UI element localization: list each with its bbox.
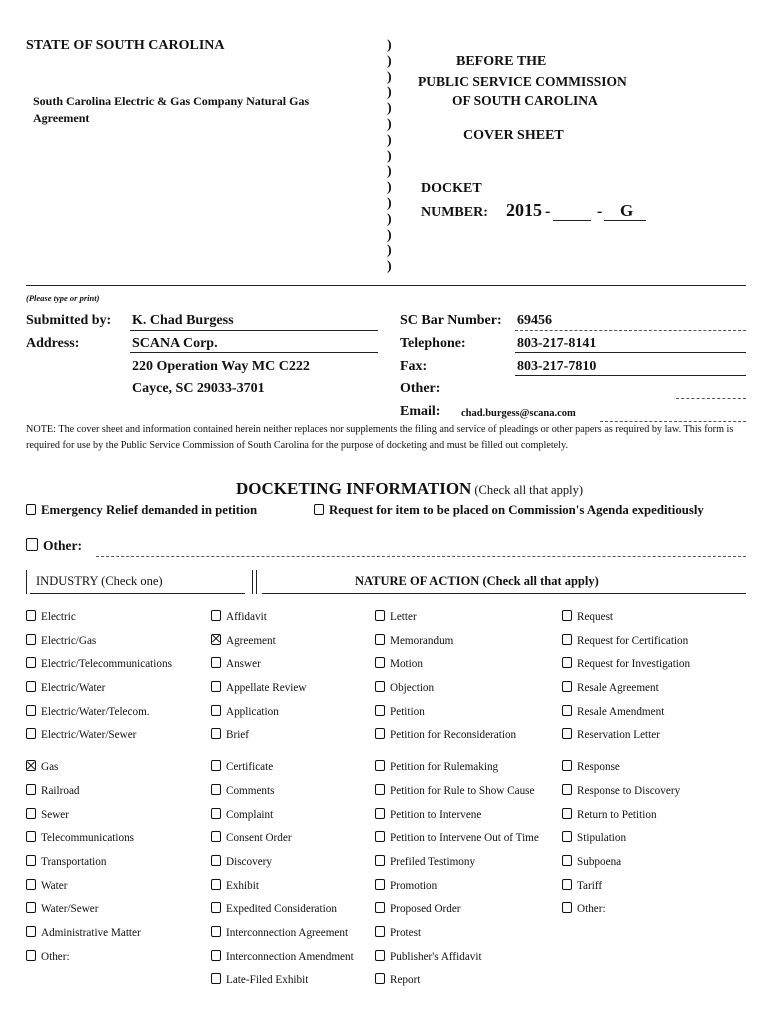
nature-petition-for-rule-to-show-cause-checkbox[interactable] — [375, 784, 385, 795]
nature-subpoena-checkbox[interactable] — [562, 855, 572, 866]
nature-application[interactable] — [211, 705, 354, 729]
header-divider — [26, 285, 746, 286]
nature-affidavit-checkbox[interactable] — [211, 610, 221, 621]
nature-petition-checkbox[interactable] — [375, 705, 385, 716]
nature-memorandum-label: Memorandum — [390, 634, 454, 647]
nature-response-to-discovery[interactable] — [562, 784, 690, 808]
nature-prefiled-testimony[interactable] — [375, 855, 539, 879]
docketing-other-line — [96, 556, 746, 557]
nature-tariff-checkbox[interactable] — [562, 879, 572, 890]
nature-appellate-review-checkbox[interactable] — [211, 681, 221, 692]
nature-request-for-certification-checkbox[interactable] — [562, 634, 572, 645]
nature-motion-label: Motion — [390, 658, 423, 671]
industry-telecommunications[interactable] — [26, 831, 172, 855]
nature-request-checkbox[interactable] — [562, 610, 572, 621]
industry-electric-water-checkbox[interactable] — [26, 681, 36, 692]
nature-tariff[interactable] — [562, 879, 690, 903]
before-the: BEFORE THE — [456, 54, 547, 69]
nature-consent-order-label: Consent Order — [226, 832, 292, 845]
nature-objection-label: Objection — [390, 682, 435, 695]
nature-petition-for-reconsideration-checkbox[interactable] — [375, 728, 385, 739]
industry-railroad[interactable] — [26, 784, 172, 808]
nature-certificate-label: Certificate — [226, 761, 274, 774]
nature-protest[interactable] — [375, 926, 539, 950]
nature-request-for-investigation-label: Request for Investigation — [577, 658, 691, 671]
nature-letter[interactable] — [375, 610, 539, 634]
nature-request-label: Request — [577, 611, 614, 623]
docketing-other-label: Other: — [43, 538, 82, 553]
nature-appellate-review[interactable] — [211, 681, 354, 705]
docketing-heading — [236, 479, 583, 499]
industry-water-sewer-checkbox[interactable] — [26, 902, 36, 913]
nature-reservation-letter-label: Reservation Letter — [577, 729, 660, 742]
nature-memorandum-checkbox[interactable] — [375, 634, 385, 645]
nature-petition-for-reconsideration-label: Petition for Reconsideration — [390, 729, 517, 742]
nature-request-for-investigation[interactable] — [562, 657, 690, 681]
nature-petition-to-intervene-out-of-time-label: Petition to Intervene Out of Time — [390, 832, 539, 845]
industry-transportation[interactable] — [26, 855, 172, 879]
docket-separator-1: - — [545, 203, 551, 220]
nature-report-label: Report — [390, 974, 421, 987]
industry-electric-water-label: Electric/Water — [41, 682, 106, 695]
nature-column-2 — [375, 610, 539, 997]
industry-transportation-checkbox[interactable] — [26, 855, 36, 866]
nature-return-to-petition-checkbox[interactable] — [562, 808, 572, 819]
industry-electric-water-sewer[interactable] — [26, 728, 172, 752]
nature-response-checkbox[interactable] — [562, 760, 572, 771]
nature-comments-checkbox[interactable] — [211, 784, 221, 795]
industry-column — [26, 610, 172, 973]
industry-sewer-checkbox[interactable] — [26, 808, 36, 819]
industry-electric-telecommunications-checkbox[interactable] — [26, 657, 36, 668]
address-label: Address: — [26, 336, 80, 351]
industry-gas[interactable] — [26, 760, 172, 784]
nature-interconnection-agreement-checkbox[interactable] — [211, 926, 221, 937]
nature-protest-checkbox[interactable] — [375, 926, 385, 937]
nature-expedited-consideration[interactable] — [211, 902, 354, 926]
docketing-title: DOCKETING INFORMATION — [236, 479, 472, 498]
nature-certificate[interactable] — [211, 760, 354, 784]
nature-brief[interactable] — [211, 728, 354, 752]
nature-interconnection-agreement-label: Interconnection Agreement — [226, 926, 349, 939]
submitted-by-line — [130, 330, 378, 331]
other-contact-line — [676, 398, 746, 399]
nature-expedited-consideration-label: Expedited Consideration — [226, 903, 337, 916]
industry-administrative-matter[interactable] — [26, 926, 172, 950]
commission-line-1: PUBLIC SERVICE COMMISSION — [418, 74, 627, 89]
nature-promotion-label: Promotion — [390, 879, 438, 892]
note-paragraph: NOTE: The cover sheet and information contained herein neither replaces nor supplements the filing and service of pleadings or other papers as required by law. This form is required for use by the Public Service Commission of South Carolina for the purpose of docketing and must be filled out completely. — [26, 424, 734, 452]
nature-request[interactable] — [562, 610, 690, 634]
nature-motion-checkbox[interactable] — [375, 657, 385, 668]
nature-petition-for-rulemaking[interactable] — [375, 760, 539, 784]
nature-request-for-certification-label: Request for Certification — [577, 634, 689, 647]
print-note: (Please type or print) — [26, 293, 100, 303]
nature-agreement-label: Agreement — [226, 634, 276, 647]
nature-interconnection-agreement[interactable] — [211, 926, 354, 950]
nature-promotion-checkbox[interactable] — [375, 879, 385, 890]
nature-objection-checkbox[interactable] — [375, 681, 385, 692]
nature-tariff-label: Tariff — [577, 879, 603, 892]
nature-protest-label: Protest — [390, 926, 422, 939]
industry-electric-water-telecom-checkbox[interactable] — [26, 705, 36, 716]
industry-other-label: Other: — [41, 950, 70, 963]
agenda-option[interactable] — [314, 503, 704, 518]
nature-affidavit[interactable] — [211, 610, 354, 634]
nature-exhibit[interactable] — [211, 879, 354, 903]
industry-telecommunications-label: Telecommunications — [41, 832, 135, 845]
nature-late-filed-exhibit-checkbox[interactable] — [211, 973, 221, 984]
nature-subpoena-label: Subpoena — [577, 855, 622, 868]
industry-railroad-checkbox[interactable] — [26, 784, 36, 795]
industry-railroad-label: Railroad — [41, 784, 80, 797]
nature-publisher-s-affidavit[interactable] — [375, 950, 539, 974]
nature-prefiled-testimony-checkbox[interactable] — [375, 855, 385, 866]
email-value: chad.burgess@scana.com — [461, 408, 576, 419]
nature-answer[interactable] — [211, 657, 354, 681]
nature-proposed-order-checkbox[interactable] — [375, 902, 385, 913]
nature-response-label: Response — [577, 761, 620, 774]
industry-electric-water-telecom-label: Electric/Water/Telecom. — [41, 705, 150, 718]
nature-resale-amendment[interactable] — [562, 705, 690, 729]
nature-agreement-checkbox[interactable] — [211, 634, 221, 645]
nature-interconnection-amendment[interactable] — [211, 950, 354, 974]
nature-comments-label: Comments — [226, 784, 275, 797]
nature-petition-label: Petition — [390, 705, 425, 718]
nature-resale-amendment-label: Resale Amendment — [577, 705, 665, 718]
nature-response-to-discovery-checkbox[interactable] — [562, 784, 572, 795]
nature-petition-to-intervene-out-of-time-checkbox[interactable] — [375, 831, 385, 842]
industry-electric-gas-checkbox[interactable] — [26, 634, 36, 645]
address-line-1-rule — [130, 352, 378, 353]
nature-complaint[interactable] — [211, 808, 354, 832]
nature-application-checkbox[interactable] — [211, 705, 221, 716]
industry-electric-checkbox[interactable] — [26, 610, 36, 621]
nature-promotion[interactable] — [375, 879, 539, 903]
nature-exhibit-label: Exhibit — [226, 879, 259, 892]
nature-petition-for-reconsideration[interactable] — [375, 728, 539, 752]
bar-number-value: 69456 — [517, 313, 552, 328]
nature-column-1 — [211, 610, 354, 997]
industry-electric-gas-label: Electric/Gas — [41, 634, 97, 647]
nature-petition[interactable] — [375, 705, 539, 729]
nature-resale-agreement-label: Resale Agreement — [577, 682, 659, 695]
nature-other-checkbox[interactable] — [562, 902, 572, 913]
docket-suffix-line — [604, 220, 646, 221]
nature-comments[interactable] — [211, 784, 354, 808]
industry-other-checkbox[interactable] — [26, 950, 36, 961]
nature-reservation-letter-checkbox[interactable] — [562, 728, 572, 739]
state-caption: STATE OF SOUTH CAROLINA — [26, 38, 225, 53]
industry-electric-gas[interactable] — [26, 634, 172, 658]
nature-other-label: Other: — [577, 903, 606, 916]
industry-transportation-label: Transportation — [41, 855, 107, 868]
nature-stipulation[interactable] — [562, 831, 690, 855]
submitted-by-label: Submitted by: — [26, 313, 112, 328]
industry-water-checkbox[interactable] — [26, 879, 36, 890]
industry-electric-telecommunications-label: Electric/Telecommunications — [41, 658, 172, 671]
nature-column-3 — [562, 610, 690, 926]
industry-water-sewer-label: Water/Sewer — [41, 903, 99, 916]
nature-request-for-certification[interactable] — [562, 634, 690, 658]
emergency-relief-option[interactable] — [26, 503, 257, 518]
industry-other[interactable] — [26, 950, 172, 974]
nature-prefiled-testimony-label: Prefiled Testimony — [390, 855, 476, 868]
nature-publisher-s-affidavit-label: Publisher's Affidavit — [390, 950, 482, 963]
nature-discovery[interactable] — [211, 855, 354, 879]
nature-resale-agreement-checkbox[interactable] — [562, 681, 572, 692]
address-line-1: SCANA Corp. — [132, 336, 218, 351]
telephone-value: 803-217-8141 — [517, 336, 597, 351]
industry-electric-water[interactable] — [26, 681, 172, 705]
bar-number-line — [515, 330, 746, 331]
industry-electric-label: Electric — [41, 611, 76, 623]
docket-year: 2015 — [506, 200, 542, 220]
party-line-1: South Carolina Electric & Gas Company Natural Gas — [33, 94, 310, 108]
docket-number-label: NUMBER: — [421, 205, 488, 220]
nature-subpoena[interactable] — [562, 855, 690, 879]
email-label: Email: — [400, 404, 441, 419]
nature-answer-checkbox[interactable] — [211, 657, 221, 668]
nature-header: NATURE OF ACTION (Check all that apply) — [355, 574, 599, 588]
nature-header-rule — [262, 593, 746, 594]
nature-appellate-review-label: Appellate Review — [226, 682, 307, 695]
industry-electric-telecommunications[interactable] — [26, 657, 172, 681]
nature-late-filed-exhibit[interactable] — [211, 973, 354, 997]
fax-value: 803-217-7810 — [517, 359, 597, 374]
row-spacer — [211, 752, 354, 760]
address-line-2: 220 Operation Way MC C222 — [132, 359, 310, 374]
nature-exhibit-checkbox[interactable] — [211, 879, 221, 890]
nature-petition-to-intervene-label: Petition to Intervene — [390, 808, 482, 821]
industry-administrative-matter-label: Administrative Matter — [41, 926, 141, 939]
telephone-label: Telephone: — [400, 336, 466, 351]
industry-sewer-label: Sewer — [41, 808, 69, 821]
nature-discovery-checkbox[interactable] — [211, 855, 221, 866]
nature-letter-label: Letter — [390, 611, 417, 623]
industry-electric[interactable] — [26, 610, 172, 634]
nature-interconnection-amendment-label: Interconnection Amendment — [226, 950, 354, 963]
docket-suffix: G — [620, 201, 634, 220]
nature-proposed-order-label: Proposed Order — [390, 903, 461, 916]
row-spacer — [26, 752, 172, 760]
industry-electric-water-sewer-label: Electric/Water/Sewer — [41, 729, 137, 742]
nature-petition-for-rule-to-show-cause-label: Petition for Rule to Show Cause — [390, 784, 535, 797]
nature-request-for-investigation-checkbox[interactable] — [562, 657, 572, 668]
nature-motion[interactable] — [375, 657, 539, 681]
nature-other[interactable] — [562, 902, 690, 926]
nature-agreement[interactable] — [211, 634, 354, 658]
nature-memorandum[interactable] — [375, 634, 539, 658]
nature-report[interactable] — [375, 973, 539, 997]
nature-stipulation-checkbox[interactable] — [562, 831, 572, 842]
nature-stipulation-label: Stipulation — [577, 832, 627, 845]
nature-complaint-label: Complaint — [226, 808, 274, 821]
nature-consent-order-checkbox[interactable] — [211, 831, 221, 842]
agenda-checkbox[interactable] — [314, 504, 324, 515]
nature-affidavit-label: Affidavit — [226, 611, 267, 623]
emergency-relief-checkbox[interactable] — [26, 504, 36, 515]
bar-number-label: SC Bar Number: — [400, 313, 502, 328]
nature-response[interactable] — [562, 760, 690, 784]
nature-petition-to-intervene-out-of-time[interactable] — [375, 831, 539, 855]
nature-letter-checkbox[interactable] — [375, 610, 385, 621]
industry-water-label: Water — [41, 879, 68, 892]
nature-return-to-petition-label: Return to Petition — [577, 808, 657, 821]
docket-blank-line — [553, 220, 591, 221]
industry-header: INDUSTRY (Check one) — [36, 574, 163, 588]
nature-return-to-petition[interactable] — [562, 808, 690, 832]
address-line-3: Cayce, SC 29033-3701 — [132, 381, 265, 396]
industry-gas-label: Gas — [41, 761, 59, 774]
emergency-relief-label: Emergency Relief demanded in petition — [41, 503, 258, 517]
submitted-by-value: K. Chad Burgess — [132, 313, 234, 328]
nature-resale-amendment-checkbox[interactable] — [562, 705, 572, 716]
fax-label: Fax: — [400, 359, 428, 374]
industry-water[interactable] — [26, 879, 172, 903]
nature-objection[interactable] — [375, 681, 539, 705]
caption-parentheses: ) ) ) ) ) ) ) ) ) ) ) ) ) ) ) — [387, 38, 392, 275]
docketing-check-note: (Check all that apply) — [474, 483, 583, 497]
cover-sheet-title: COVER SHEET — [463, 128, 564, 143]
nature-publisher-s-affidavit-checkbox[interactable] — [375, 950, 385, 961]
nature-petition-to-intervene-checkbox[interactable] — [375, 808, 385, 819]
commission-line-2: OF SOUTH CAROLINA — [452, 93, 598, 108]
nature-late-filed-exhibit-label: Late-Filed Exhibit — [226, 974, 309, 987]
docketing-other-checkbox[interactable] — [26, 538, 38, 551]
nature-expedited-consideration-checkbox[interactable] — [211, 902, 221, 913]
nature-application-label: Application — [226, 705, 279, 718]
nature-brief-label: Brief — [226, 729, 249, 742]
nature-report-checkbox[interactable] — [375, 973, 385, 984]
nature-brief-checkbox[interactable] — [211, 728, 221, 739]
industry-electric-water-sewer-checkbox[interactable] — [26, 728, 36, 739]
nature-petition-to-intervene[interactable] — [375, 808, 539, 832]
nature-interconnection-amendment-checkbox[interactable] — [211, 950, 221, 961]
nature-petition-for-rulemaking-label: Petition for Rulemaking — [390, 761, 499, 774]
nature-petition-for-rulemaking-checkbox[interactable] — [375, 760, 385, 771]
row-spacer — [375, 752, 539, 760]
fax-line — [515, 375, 746, 376]
nature-answer-label: Answer — [226, 658, 261, 671]
nature-proposed-order[interactable] — [375, 902, 539, 926]
nature-reservation-letter[interactable] — [562, 728, 690, 752]
nature-complaint-checkbox[interactable] — [211, 808, 221, 819]
docketing-other-option[interactable] — [26, 538, 82, 554]
party-line-2: Agreement — [33, 111, 90, 125]
row-spacer — [562, 752, 690, 760]
industry-telecommunications-checkbox[interactable] — [26, 831, 36, 842]
industry-sewer[interactable] — [26, 808, 172, 832]
telephone-line — [515, 352, 746, 353]
docket-separator-2: - — [597, 203, 603, 220]
nature-discovery-label: Discovery — [226, 855, 272, 868]
industry-water-sewer[interactable] — [26, 902, 172, 926]
industry-electric-water-telecom[interactable] — [26, 705, 172, 729]
nature-response-to-discovery-label: Response to Discovery — [577, 784, 681, 797]
industry-administrative-matter-checkbox[interactable] — [26, 926, 36, 937]
nature-resale-agreement[interactable] — [562, 681, 690, 705]
nature-petition-for-rule-to-show-cause[interactable] — [375, 784, 539, 808]
agenda-label: Request for item to be placed on Commission's Agenda expeditiously — [329, 503, 704, 517]
industry-header-rule — [30, 593, 245, 594]
nature-certificate-checkbox[interactable] — [211, 760, 221, 771]
nature-consent-order[interactable] — [211, 831, 354, 855]
industry-gas-checkbox[interactable] — [26, 760, 36, 771]
other-contact-label: Other: — [400, 381, 441, 396]
docket-label: DOCKET — [421, 181, 482, 196]
